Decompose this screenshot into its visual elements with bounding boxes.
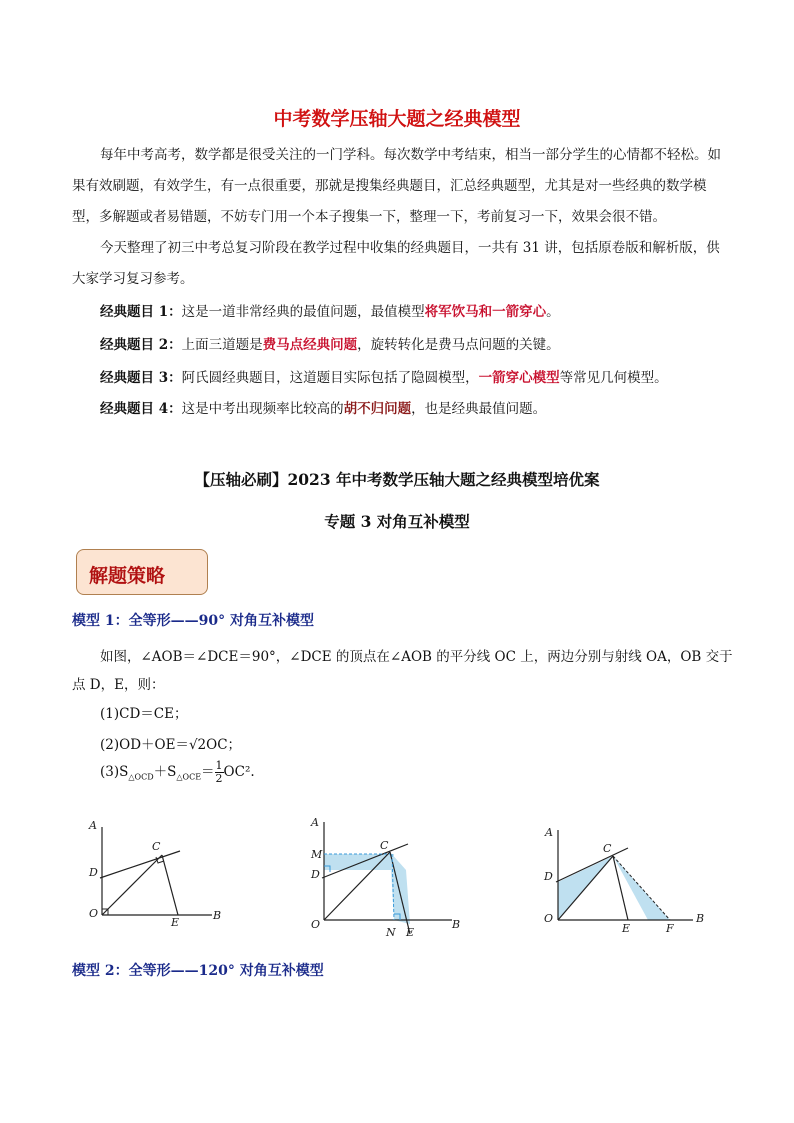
intro-paragraph-2: 今天整理了初三中考总复习阶段在教学过程中收集的经典题目，一共有 31 讲，包括原卷版和解析版，供大家学习复习参考。 <box>72 240 720 287</box>
page-title: 中考数学压轴大题之经典模型 <box>273 108 521 130</box>
fraction-numerator: 1 <box>215 759 223 772</box>
item-text: 上面三道题是 <box>181 337 263 353</box>
fraction-denominator: 2 <box>215 772 223 785</box>
list-item <box>100 368 668 388</box>
item-text: 这是一道非常经典的最值问题，最值模型 <box>181 304 425 320</box>
item-highlight: 将军饮马和一箭穿心 <box>424 304 547 320</box>
item-highlight: 胡不归问题 <box>343 401 412 417</box>
list-item <box>100 399 546 419</box>
strategy-label: 解题策略 <box>89 565 166 587</box>
label-o: O <box>544 912 554 925</box>
result-2-left: (2)OD＋OE＝ <box>100 737 189 753</box>
label-f: F <box>666 922 674 935</box>
result-1: (1)CD＝CE； <box>100 706 188 722</box>
item-highlight: 费马点经典问题 <box>262 337 358 353</box>
label-b: B <box>696 912 705 925</box>
figure-3-diagram <box>538 822 718 937</box>
list-item <box>100 335 560 355</box>
item-label: 经典题目 4： <box>100 401 182 417</box>
intro-section <box>72 140 732 295</box>
item-label: 经典题目 3： <box>100 370 182 386</box>
result-3 <box>100 760 255 785</box>
label-m: M <box>311 848 323 861</box>
item-label: 经典题目 1： <box>100 304 182 320</box>
item-text-end: 等常见几何模型。 <box>559 370 668 386</box>
list-item <box>100 302 560 322</box>
item-text: 阿氏圆经典题目，这道题目实际包括了隐圆模型， <box>181 370 479 386</box>
label-d: D <box>311 868 320 881</box>
label-o: O <box>89 907 99 920</box>
intro-paragraph-1: 每年中考高考，数学都是很受关注的一门学科。每次数学中考结束，相当一部分学生的心情都不轻松。如果有效刷题，有效学生，有一点很重要，那就是搜集经典题目，汇总经典题型，尤其是对一些经典的数学模型，多解题或者易错题，不妨专门用一个本子搜集一下，整理一下，考前复习一下，效果会很不错。 <box>72 147 721 225</box>
item-text: 这是中考出现频率比较高的 <box>181 401 344 417</box>
area-sub-ocd: △OCD <box>128 772 154 782</box>
label-d: D <box>89 866 98 879</box>
label-b: B <box>452 918 461 931</box>
equals-sign: ＝ <box>201 764 215 780</box>
item-highlight: 一箭穿心模型 <box>478 370 560 386</box>
label-c: C <box>380 839 389 852</box>
label-o: O <box>311 918 321 931</box>
item-text-end: ，也是经典最值问题。 <box>411 401 547 417</box>
item-label: 经典题目 2： <box>100 337 182 353</box>
item-text-end: 。 <box>546 304 560 320</box>
result-3-right: OC². <box>223 764 255 780</box>
fraction-half <box>215 760 224 785</box>
figure-1-diagram <box>82 815 242 935</box>
model-1-title: 模型 1：全等形——90° 对角互补模型 <box>72 613 314 629</box>
figure-2-diagram <box>302 812 472 942</box>
sqrt-two: √2 <box>188 737 207 753</box>
label-a: A <box>545 826 553 839</box>
area-plus-s: ＋S <box>153 764 177 780</box>
label-b: B <box>213 909 222 922</box>
label-c: C <box>603 842 612 855</box>
label-e: E <box>406 926 415 939</box>
area-s: (3)S <box>100 764 129 780</box>
item-text-end: ，旋转转化是费马点问题的关键。 <box>357 337 560 353</box>
label-a: A <box>89 819 97 832</box>
model-2-title: 模型 2：全等形——120° 对角互补模型 <box>72 963 324 979</box>
area-sub-oce: △OCE <box>176 772 202 782</box>
label-d: D <box>544 870 553 883</box>
label-c: C <box>152 840 161 853</box>
model-1-text-line-1: 如图，∠AOB＝∠DCE＝90°，∠DCE 的顶点在∠AOB 的平分线 OC 上，两边分别与射线 OA，OB 交于 <box>100 649 733 665</box>
result-2 <box>100 733 241 753</box>
strategy-banner <box>76 549 208 595</box>
label-e: E <box>171 916 180 929</box>
topic-heading: 专题 3 对角互补模型 <box>324 512 470 531</box>
model-1-text-line-2: 点 D，E，则： <box>72 677 165 693</box>
result-2-right: OC； <box>206 737 242 753</box>
section-heading: 【压轴必刷】2023 年中考数学压轴大题之经典模型培优案 <box>194 470 600 489</box>
label-n: N <box>386 926 396 939</box>
label-a: A <box>311 816 319 829</box>
label-e: E <box>622 922 631 935</box>
